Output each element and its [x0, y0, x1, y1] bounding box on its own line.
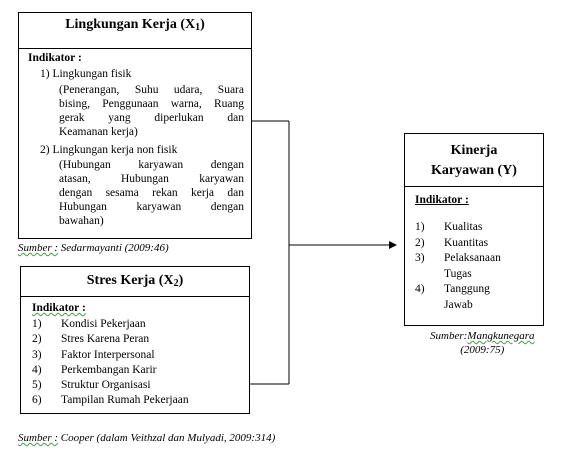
stres-kerja-box: [20, 266, 250, 414]
box1-item2-details: [59, 158, 244, 228]
box2-list-item: 5) Struktur Organisasi: [32, 379, 151, 392]
box2-title: Stres Kerja (X2): [86, 273, 184, 289]
kinerja-karyawan-box: [404, 133, 544, 326]
box3-divider: [405, 186, 543, 187]
lingkungan-kerja-box: [18, 12, 252, 239]
box1-item2-line: dengan sesama rekan kerja dan: [59, 187, 244, 199]
box3-list-item: 1) Kualitas: [415, 221, 483, 233]
box2-list-item: 2) Stres Karena Peran: [32, 333, 150, 346]
box2-item-list: [32, 317, 189, 409]
box1-item1-line: bising, Penggunaan warna, Ruang: [59, 98, 244, 110]
box2-list-item: 1) Kondisi Pekerjaan: [32, 318, 146, 330]
box2-list-item: 3) Faktor Interpersonal: [32, 348, 155, 361]
box3-list-item: Tugas: [444, 267, 472, 280]
box3-list-item: 2) Kuantitas: [415, 236, 489, 249]
box1-source: Sumber : Sedarmayanti (2009:46): [18, 242, 169, 254]
box3-indikator-label: Indikator :: [415, 194, 469, 206]
box1-item1-line: (Penerangan, Suhu udara, Suara: [59, 84, 244, 96]
box3-list-item: Jawab: [444, 298, 473, 311]
box1-item2-line: bawahan): [59, 215, 104, 227]
box1-indikator-label: Indikator :: [28, 52, 82, 64]
box2-divider: [21, 296, 249, 297]
box1-item1-details: [59, 83, 244, 139]
box1-item2-line: atasan, Hubungan karyawan: [59, 173, 244, 185]
box3-item-list: [415, 220, 501, 313]
box1-item1-line: Keamanan kerja): [59, 126, 138, 138]
box1-item2-line: Hubungan karyawan dengan: [59, 201, 244, 213]
box1-item2: 2) Lingkungan kerja non fisik: [40, 144, 178, 156]
box2-list-item: 4) Perkembangan Karir: [32, 363, 157, 376]
box2-source: Sumber : Cooper (dalam Veithzal dan Mulyadi, 2009:314): [18, 432, 276, 444]
box3-title: Kinerja Karyawan (Y): [431, 143, 517, 178]
box3-list-item: 3) Pelaksanaan: [415, 252, 501, 264]
box1-divider: [19, 48, 251, 49]
box1-item1-line: gerak yang diperlukan dan: [59, 112, 244, 124]
box1-item1: 1) Lingkungan fisik: [40, 68, 132, 80]
box1-title: Lingkungan Kerja (X1): [65, 17, 205, 33]
box2-list-item: 6) Tampilan Rumah Pekerjaan: [32, 394, 189, 407]
box2-indikator-label: Indikator :: [32, 302, 86, 314]
box3-list-item: 4) Tanggung: [415, 283, 490, 295]
box3-source: Sumber:Mangkunegara (2009:75): [430, 330, 535, 356]
box1-item2-line: (Hubungan karyawan dengan: [59, 159, 244, 171]
